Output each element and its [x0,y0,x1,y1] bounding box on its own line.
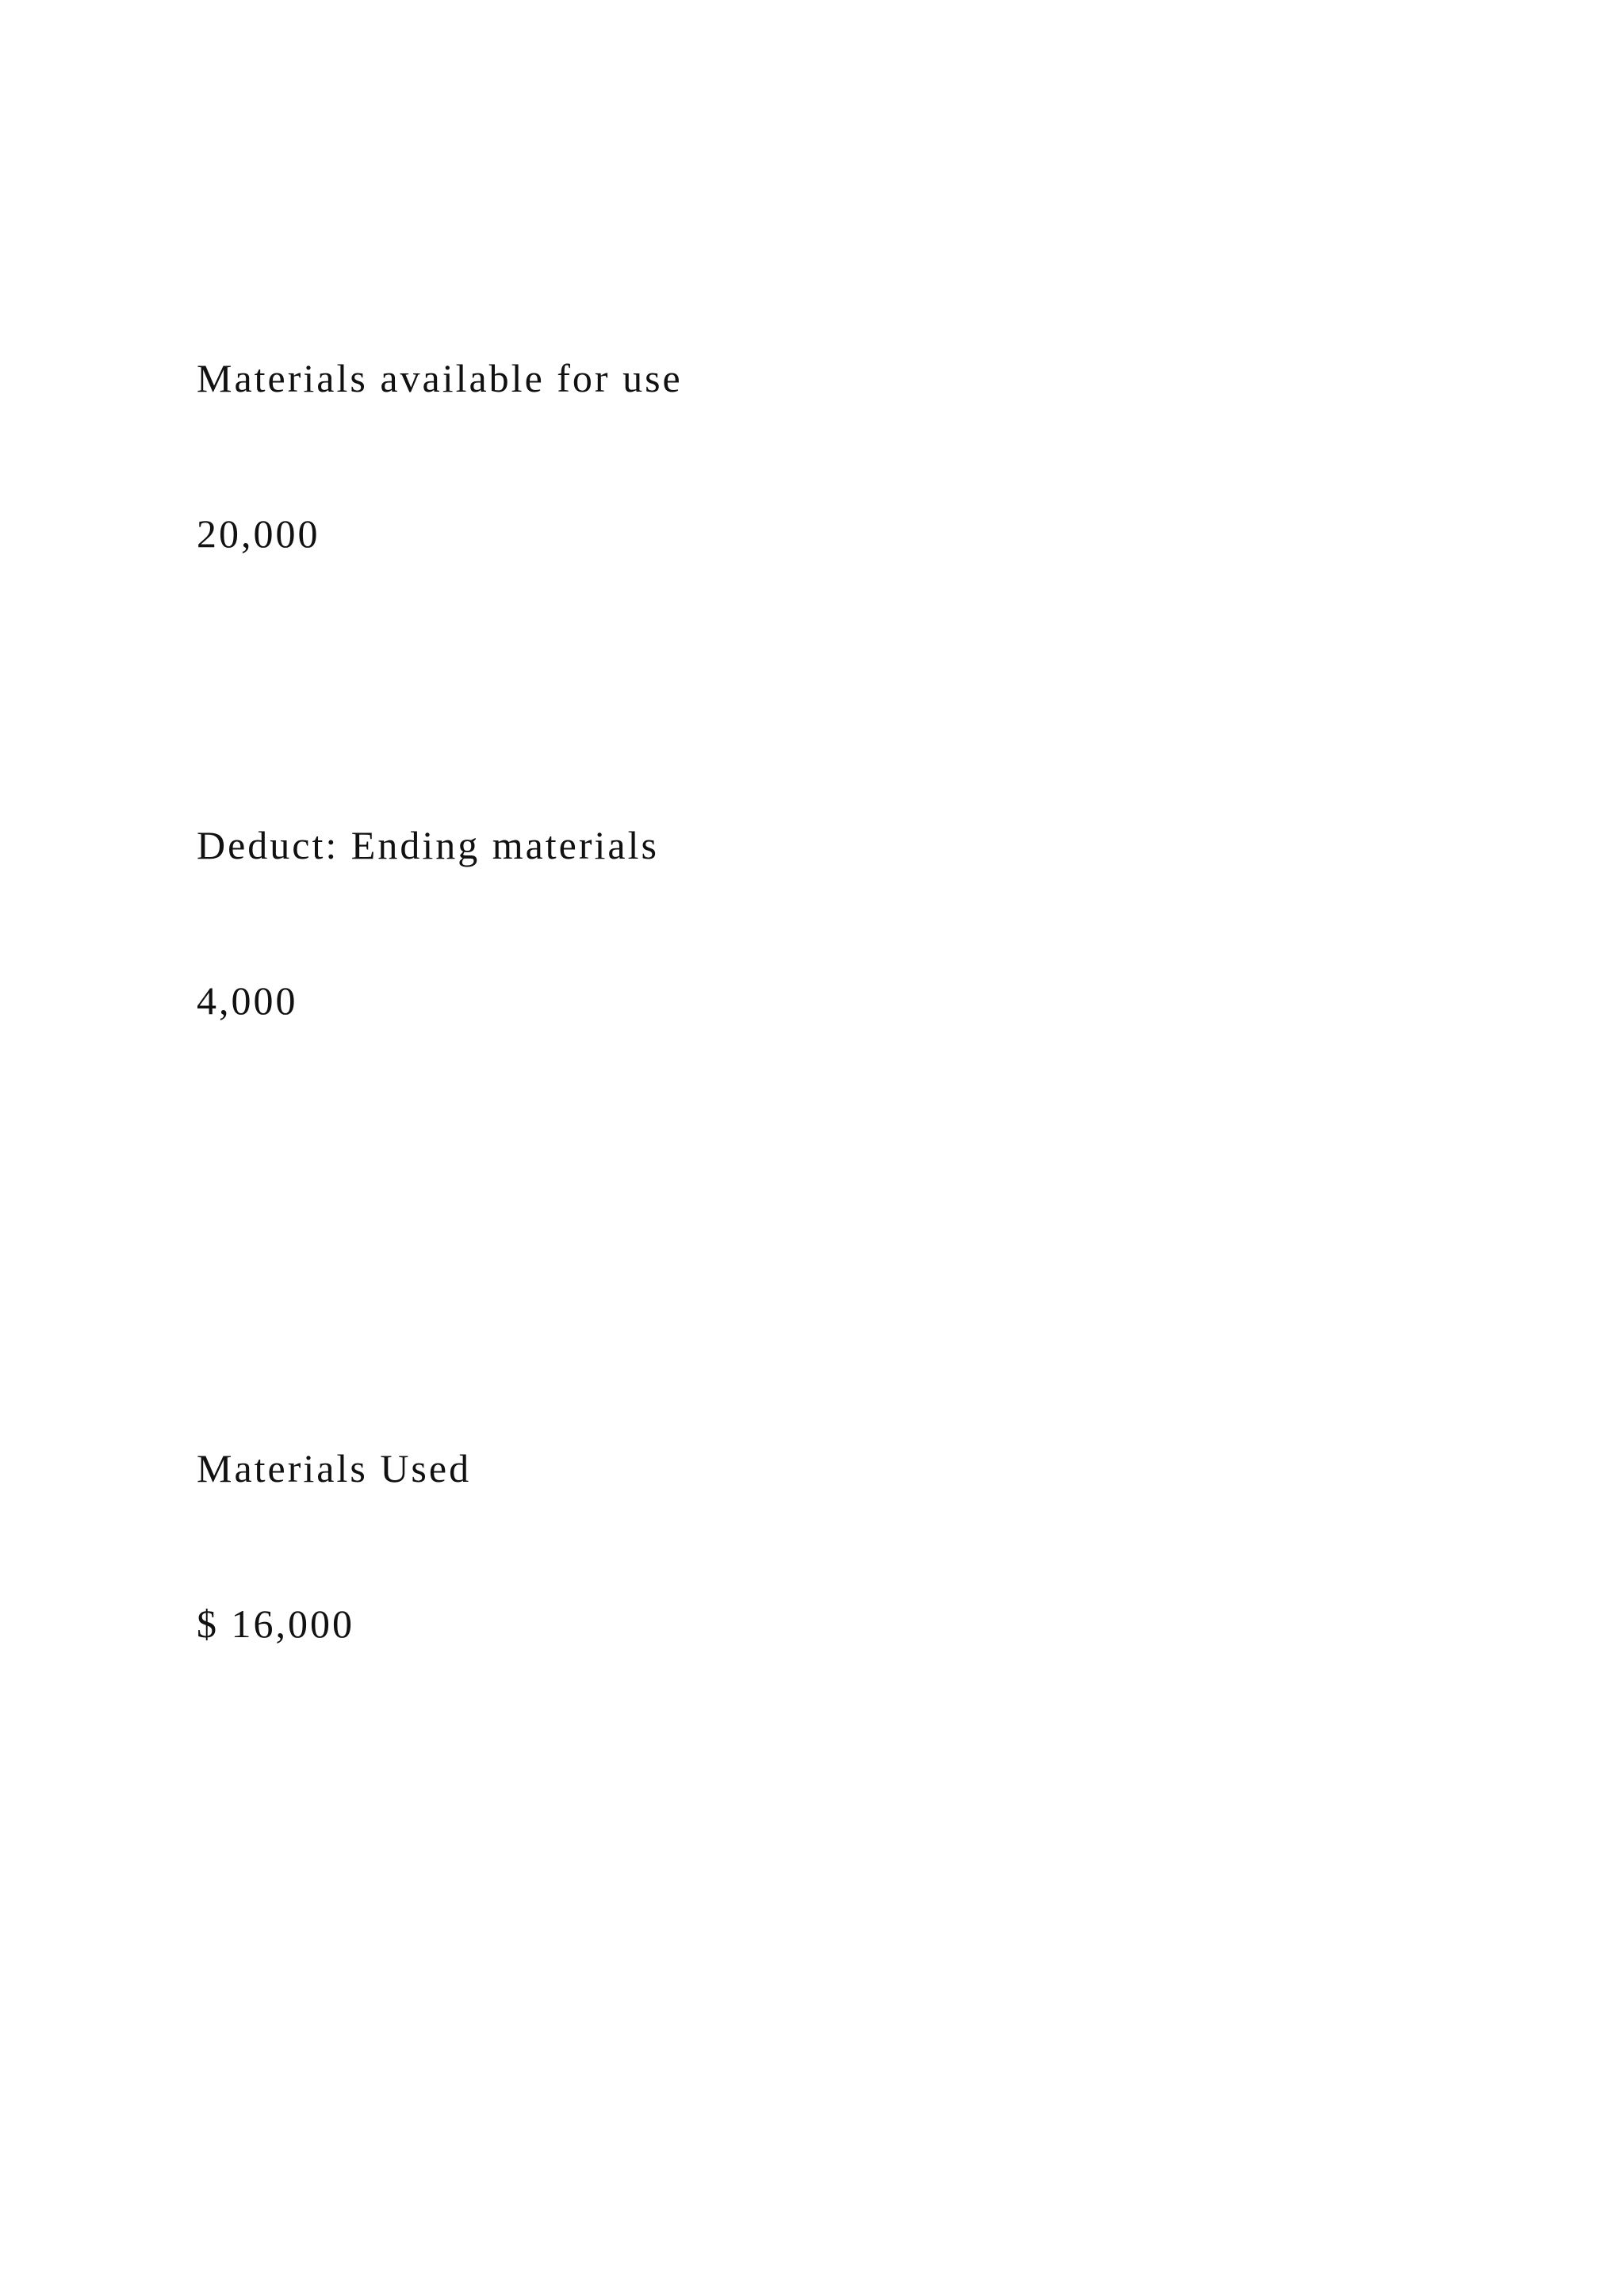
materials-available-label: Materials available for use [197,356,683,400]
materials-available-value: 20,000 [197,511,320,556]
ending-materials-label: Deduct: Ending materials [197,823,659,867]
materials-used-value: $ 16,000 [197,1601,354,1646]
materials-used-label: Materials Used [197,1446,472,1490]
ending-materials-value: 4,000 [197,978,298,1023]
